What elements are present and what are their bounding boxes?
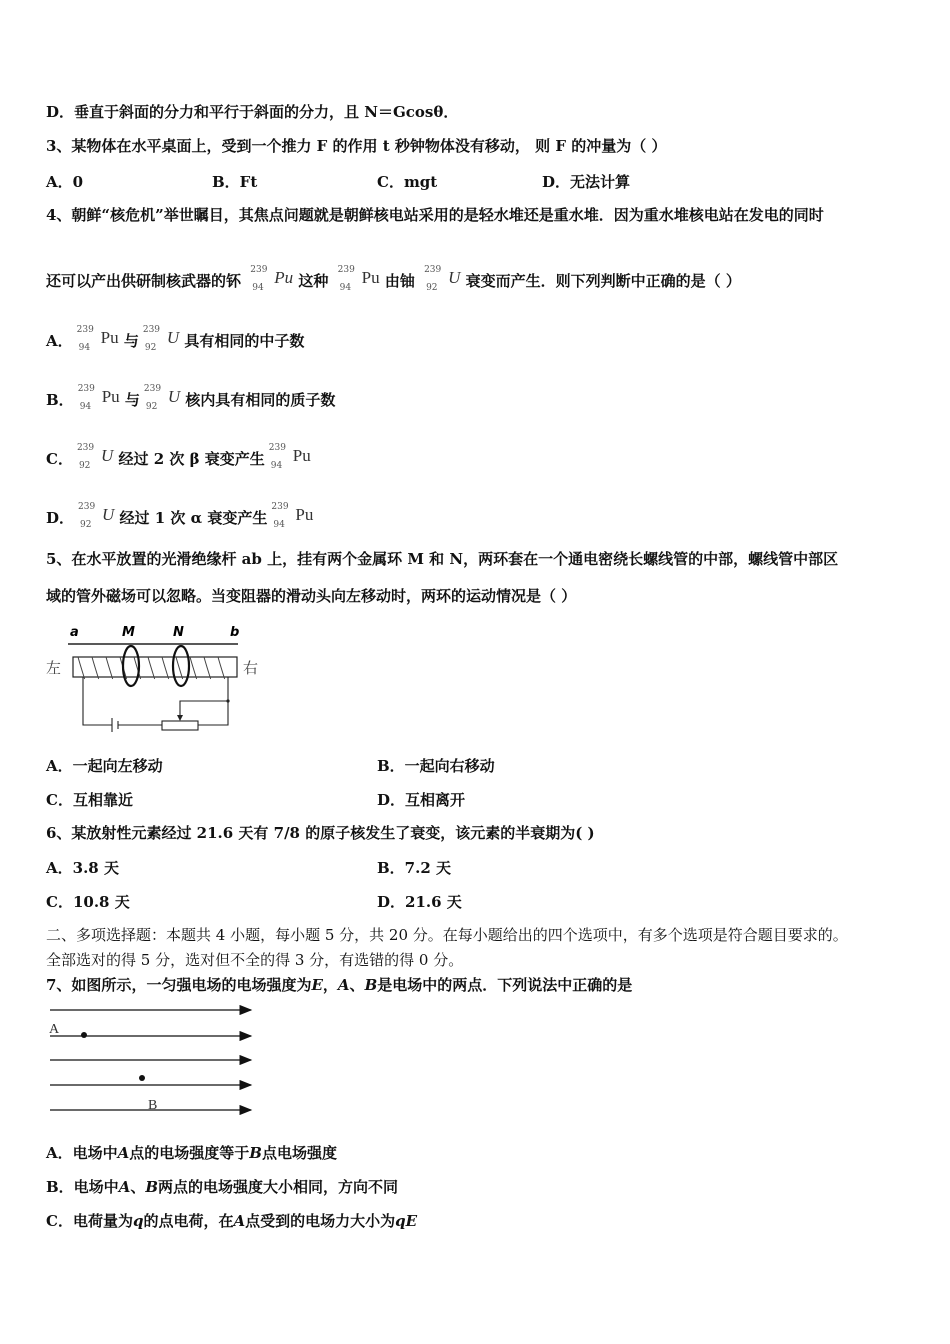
- q4-stem-part: 衰变而产生．则下列判断中正确的是（ ）: [465, 272, 741, 290]
- q4-stem-line2: [46, 262, 741, 292]
- q3-option-c: C．mgt: [377, 173, 438, 191]
- section2-heading-line2: 全部选对的得 5 分，选对但不全的得 3 分，有选错的得 0 分。: [46, 951, 464, 969]
- q6-stem: 6、某放射性元素经过 21.6 天有 7/8 的原子核发生了衰变，该元素的半衰期为( ): [46, 824, 595, 842]
- q4-option-d: D． 239 92 U 经过 1 次 α 衰变产生 239 94 Pu: [46, 499, 313, 529]
- rheostat-slider-arrow: [177, 715, 183, 721]
- label-right: 右: [243, 659, 259, 677]
- q7-option-c: C．电荷量为q的点电荷，在A点受到的电场力大小为qE: [46, 1212, 418, 1230]
- q4-option-b: B． 239 94 Pu 与 239 92 U 核内具有相同的质子数: [46, 381, 335, 411]
- field-lines: [50, 1010, 251, 1110]
- u-isotope: 239 92: [78, 502, 96, 530]
- q3-option-a: A．0: [46, 173, 84, 191]
- pu-isotope: 239 94: [337, 265, 355, 293]
- junction-dot: [226, 699, 229, 702]
- pu-isotope: 239 94: [76, 325, 94, 353]
- q6-option-a: A．3.8 天: [46, 859, 119, 877]
- pu-symbol: Pu: [274, 268, 294, 287]
- q4-option-c: C． 239 92 U 经过 2 次 β 衰变产生 239 94 Pu: [46, 440, 311, 470]
- q4-option-a: A． 239 94 Pu 与 239 92 U 具有相同的中子数: [46, 322, 304, 352]
- point-a-dot: [81, 1032, 87, 1038]
- u-isotope: 239 92: [142, 325, 161, 353]
- q5-option-a: A．一起向左移动: [46, 757, 163, 775]
- q4-stem-part: 还可以产出供研制核武器的钚: [46, 272, 242, 290]
- q7-option-a: A．电场中A点的电场强度等于B点电场强度: [46, 1144, 337, 1162]
- pu-isotope: 239 94: [77, 384, 95, 412]
- q5-option-b: B．一起向右移动: [377, 757, 495, 775]
- label-m: M: [122, 625, 135, 640]
- solenoid-coils: [78, 657, 225, 679]
- q5-stem-line1: 5、在水平放置的光滑绝缘杆 ab 上，挂有两个金属环 M 和 N，两环套在一个通电密绕长螺线管的中部，螺线管中部区: [46, 550, 839, 568]
- circuit-wires: [83, 677, 228, 732]
- q7-stem: 7、如图所示，一匀强电场的电场强度为E，A、B是电场中的两点．下列说法中正确的是: [46, 976, 633, 994]
- pu-isotope: 239 94: [268, 443, 286, 471]
- q4-stem-part: 由铀: [384, 272, 415, 290]
- q5-stem-line2: 域的管外磁场可以忽略。当变阻器的滑动头向左移动时，两环的运动情况是（ ）: [46, 587, 577, 605]
- q2-option-d: D．垂直于斜面的分力和平行于斜面的分力，且 N＝Gcosθ．: [46, 103, 459, 121]
- q6-option-d: D．21.6 天: [377, 893, 462, 911]
- rheostat-body: [162, 721, 198, 730]
- label-b: b: [230, 625, 240, 640]
- ring-n: [173, 646, 189, 686]
- q4-stem-line1: 4、朝鲜“核危机”举世瞩目，其焦点问题就是朝鲜核电站采用的是轻水堆还是重水堆．因为重水堆核电站在发电的同时: [46, 206, 824, 224]
- q3-option-d: D．无法计算: [542, 173, 631, 191]
- q7-option-b: B．电场中A、B两点的电场强度大小相同，方向不同: [46, 1178, 399, 1196]
- q6-option-c: C．10.8 天: [46, 893, 130, 911]
- q6-option-b: B．7.2 天: [377, 859, 451, 877]
- u-symbol: U: [448, 268, 461, 287]
- point-b-dot: [139, 1075, 145, 1081]
- q3-option-b: B．Ft: [212, 173, 258, 191]
- label-a: a: [70, 625, 79, 640]
- solenoid-figure: [40, 618, 270, 738]
- q5-option-c: C．互相靠近: [46, 791, 133, 809]
- pu-isotope: 239 94: [250, 265, 268, 293]
- u-isotope: 239 92: [76, 443, 95, 471]
- q5-option-d: D．互相离开: [377, 791, 466, 809]
- electric-field-figure: [44, 1002, 264, 1122]
- label-left: 左: [46, 659, 62, 677]
- point-b-label: B: [148, 1098, 158, 1113]
- section2-heading-line1: 二、多项选择题：本题共 4 小题，每小题 5 分，共 20 分。在每小题给出的四个选项中，有多个选项是符合题目要求的。: [46, 926, 848, 944]
- label-n: N: [173, 625, 184, 640]
- pu-symbol: Pu: [361, 268, 380, 287]
- q3-stem: 3、某物体在水平桌面上，受到一个推力 F 的作用 t 秒钟物体没有移动， 则 F 的冲量为（ ）: [46, 137, 667, 155]
- rheostat-slider-wire: [180, 701, 228, 719]
- u-isotope: 239 92: [143, 384, 162, 412]
- q4-stem-part: 这种: [298, 272, 329, 290]
- pu-isotope: 239 94: [271, 502, 289, 530]
- u-isotope: 239 92: [424, 265, 442, 293]
- point-a-label: A: [49, 1022, 60, 1037]
